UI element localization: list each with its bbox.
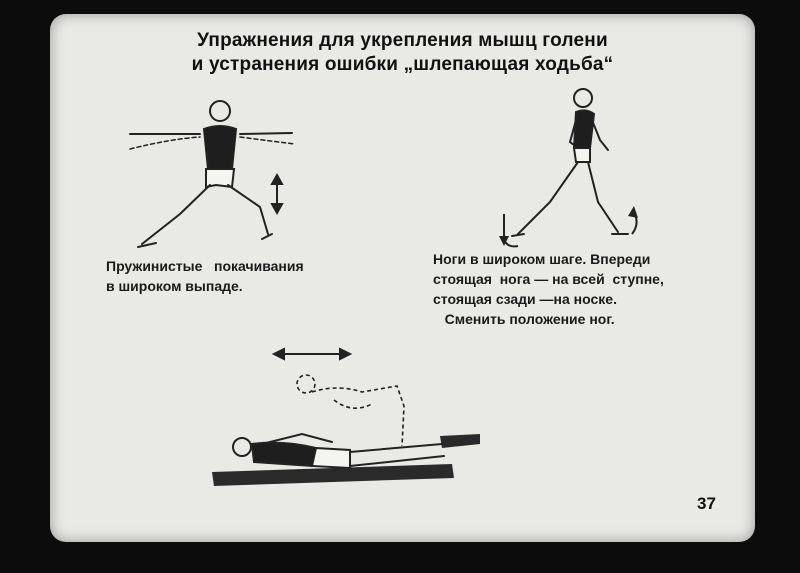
slide-title-line-2: и устранения ошибки „шлепающая ходьба“ [191, 54, 614, 75]
man-wide-lunge-icon [120, 89, 310, 259]
slide-title-line-1: Упражнения для укрепления мышц голени [197, 30, 608, 51]
caption-walking: Ноги в широком шаге. Впереди стоящая нога — на всей ступне, стоящая сзади —на носке. Сменить положение ног. [433, 251, 664, 327]
man-walking-stride-icon [500, 84, 650, 254]
caption-lunge: Пружинистые покачивания в широком выпаде. [106, 258, 304, 294]
filmstrip-frame [50, 14, 755, 542]
man-prone-leg-curl-icon [212, 344, 497, 484]
page-number: 37 [697, 494, 716, 513]
